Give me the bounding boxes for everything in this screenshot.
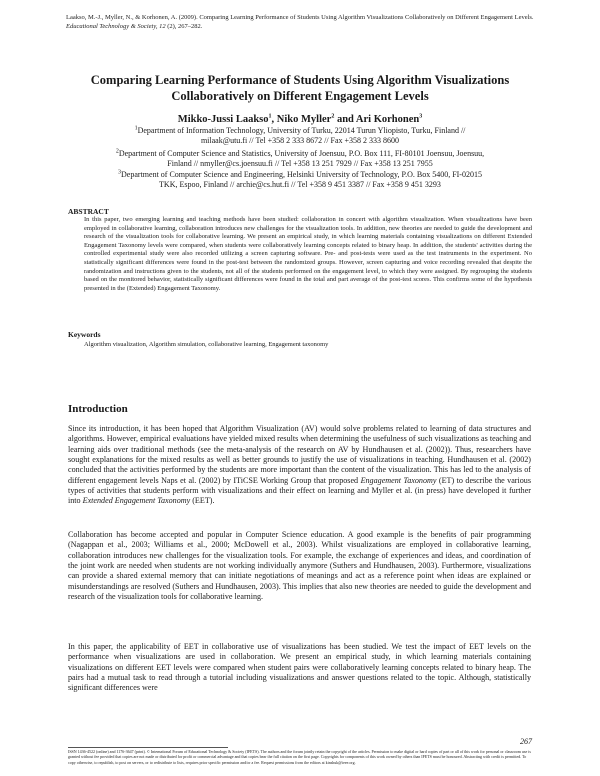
- abstract-body: In this paper, two emerging learning and teaching methods have been studied: collaboration in concert with algorithm visualization. When visualizations have been employed in collaborative learning, collaboration introduces new challenges for the visualization tools. In addition, new theories are needed to guide the development and research of the visualization tools for collaborative learning. We present an empirical study, in which learning materials containing visualizations on different Extended Engagement Taxonomy levels were compared, when students were collaboratively learning concepts related to binary heap. In addition, the students' activities during the controlled experimental study were also recorded utilizing a screen capturing software. Pre- and post-tests were used as the test instruments in the experiment. No statistically significant differences were found in the post-test between the randomized groups. However, screen capturing and voice recording revealed that despite the randomization and instructions given to the students, not all of the students performed on the engagement level, to which they were assigned. By regrouping the students based on the monitored behavior, statistically significant differences were found in the total and part average of the post-test scores. This confirms some of the hypothesis presented in the (Extended) Engagement Taxonomy.: [84, 216, 532, 292]
- author-separator: ,: [271, 114, 277, 125]
- intro-paragraph-3: In this paper, the applicability of EET in collaborative use of visualizations has been studied. We test the impact of EET levels on the performance when visualizations are used in collaboration. We present an empirical study, in which learning materials containing visualizations on different EET levels were compared when student pairs were collaboratively learning concepts related to binary heap. The pairs had a mutual task to read through a tutorial including visualizations and answer questions related to the topic. Although, statistically significant differences were: [68, 642, 531, 693]
- citation-text: Laakso, M.-J., Myller, N., & Korhonen, A. (2009). Comparing Learning Performance of Students Using Algorithm Visualizations Collaboratively on Different Engagement Levels.: [66, 14, 534, 21]
- emphasized-term: Engagement Taxonomy: [360, 475, 437, 485]
- affiliation-mark: 1: [134, 125, 138, 132]
- affiliation-2: [30, 149, 570, 169]
- affiliation-line: Department of Information Technology, University of Turku, 22014 Turun Yliopisto, Turku, Finland //: [137, 126, 466, 135]
- affiliation-mark: 3: [118, 169, 122, 176]
- section-heading-introduction: Introduction: [68, 403, 128, 415]
- author-affiliation-mark: 1: [268, 113, 272, 120]
- affiliation-line: Department of Computer Science and Statistics, University of Joensuu, P.O. Box 111, FI-80101 Joensuu, Joensuu,: [118, 149, 485, 158]
- paragraph-text: (ET) to describe the various types of activities that students perform with visualizations and their effect on learning and Myller et al. (in press) have developed it further into: [68, 475, 531, 506]
- affiliation-3: [30, 170, 570, 190]
- paper-title-line-1: Comparing Learning Performance of Students Using Algorithm Visualizations: [90, 73, 510, 87]
- affiliation-1: [30, 126, 570, 146]
- citation-header: [66, 13, 536, 31]
- citation-issue-pages: (2), 267–282.: [165, 23, 203, 30]
- affiliation-line: Department of Computer Science and Engineering, Helsinki University of Technology, P.O. Box 5400, FI-02015: [121, 170, 482, 179]
- intro-paragraph-1: [68, 424, 531, 507]
- author-affiliation-mark: 3: [419, 113, 423, 120]
- author-name: Niko Myller: [276, 114, 332, 125]
- keywords-body: Algorithm visualization, Algorithm simulation, collaborative learning, Engagement taxonomy: [84, 341, 329, 348]
- paper-title: [40, 72, 560, 104]
- affiliation-mark: 2: [115, 148, 119, 155]
- abstract-heading: ABSTRACT: [68, 207, 109, 216]
- footer-divider: [68, 747, 228, 748]
- keywords-heading: Keywords: [68, 330, 101, 339]
- citation-journal: Educational Technology & Society, 12: [66, 23, 166, 30]
- author-name: Ari Korhonen: [355, 114, 420, 125]
- author-affiliation-mark: 2: [331, 113, 335, 120]
- affiliation-contact: Finland // nmyller@cs.joensuu.fi // Tel +358 13 251 7929 // Fax +358 13 251 7955: [167, 159, 433, 168]
- copyright-notice: ISSN 1436-4522 (online) and 1176-3647 (print). © International Forum of Educational Technology & Society (IFETS). The authors and the forum jointly retain the copyright of the articles. Permission to make digital or hard copies of part or all of this work for personal or classroom use is granted without fee provided that copies are not made or distributed for profit or commercial advantage and that copies bear the full citation on the first page. Copyrights for components of this work owned by others than IFETS must be honoured. Abstracting with credit is permitted. To copy otherwise, to republish, to post on servers, or to redistribute to lists, requires prior specific permission and/or a fee. Request permissions from the editors at kinshuk@ieee.org.: [68, 749, 531, 765]
- author-separator: and: [334, 114, 356, 125]
- page-number: 267: [520, 737, 532, 746]
- author-list: [40, 113, 560, 126]
- paragraph-text: Since its introduction, it has been hoped that Algorithm Visualization (AV) would solve problems related to learning of data structures and algorithms. However, empirical evaluations have yielded mixed results when determining the usefulness of such visualizations as teaching and learning aids over traditional methods (see the meta-analysis of the research on AV by Hundhausen et al. (2002)). Thus, researchers have sought explanations for the mixed results as well as better grounds to justify the use of visualizations in teaching. Hundhausen et al. (2002) concluded that the activities performed by the students are more important than the content of the visualization. This has led to the analysis of different engagement levels Naps et al. (2002) by ITiCSE Working Group that proposed: [68, 424, 531, 485]
- author-name: Mikko-Jussi Laakso: [177, 114, 269, 125]
- paragraph-text: (EET).: [190, 496, 215, 506]
- paper-title-line-2: Collaboratively on Different Engagement Levels: [171, 89, 429, 103]
- emphasized-term: Extended Engagement Taxonomy: [82, 496, 191, 506]
- affiliation-contact: milaak@utu.fi // Tel +358 2 333 8672 // Fax +358 2 333 8600: [200, 136, 400, 145]
- affiliation-contact: TKK, Espoo, Finland // archie@cs.hut.fi // Tel +358 9 451 3387 // Fax +358 9 451 3293: [159, 180, 441, 189]
- intro-paragraph-2: Collaboration has become accepted and popular in Computer Science education. A good example is the benefits of pair programming (Nagappan et al., 2003; Williams et al., 2000; McDowell et al., 2003). Whilst visualizations are employed in collaborative learning, collaboration introduces new challenges for the visualization tools. For example, the exchange of experiences and ideas, and coordination of the joint work are needed when students are not working individually anymore (Suthers and Hundhausen, 2003). Furthermore, visualizations can provide a shared external memory that can initiate negotiations of meanings and act as a reference point when ideas are explained or misunderstandings are resolved (Suthers and Hundhausen, 2003). This implies that also new theories are needed to guide the development and research of the visualization tools for collaborative learning.: [68, 530, 531, 602]
